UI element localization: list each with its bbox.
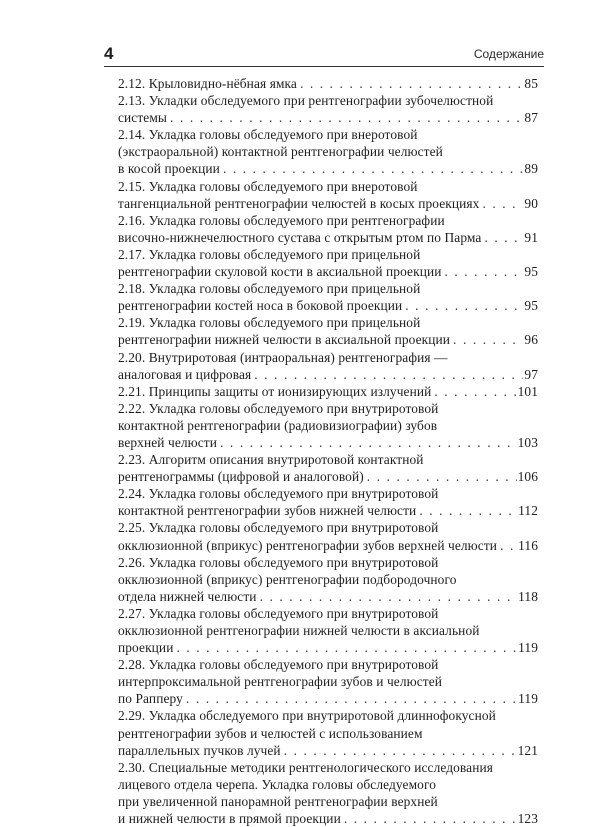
toc-entry-text: 2.19. Укладка головы обследуемого при прицельной [118, 315, 421, 331]
toc-entry-line [118, 451, 538, 468]
toc-entry-text: 2.15. Укладка головы обследуемого при внеротовой [118, 178, 418, 194]
toc-entry-text: 2.21. Принципы защиты от ионизирующих излучений [118, 383, 432, 399]
toc-entry-line [118, 109, 538, 126]
toc-entry-line [118, 639, 538, 656]
toc-entry-line [118, 554, 538, 571]
toc-entry-line [118, 160, 538, 177]
toc-entry-line [118, 280, 538, 297]
toc-entry-text: системы [118, 110, 168, 126]
toc-page-number: 101 [517, 383, 538, 399]
toc-entry-line [118, 690, 538, 707]
toc-entry-text: (экстраоральной) контактной рентгенографии челюстей [118, 144, 443, 160]
header-rule [104, 66, 544, 67]
toc-entry-line [118, 707, 538, 724]
toc-entry-text: аналоговая и цифровая [118, 366, 252, 382]
toc-entry[interactable] [118, 75, 538, 92]
toc-dot-leader [254, 366, 523, 383]
toc-dot-leader [260, 588, 518, 605]
toc-page-number: 106 [517, 469, 538, 485]
toc-entry-text: окклюзионной рентгенографии нижней челюсти в аксиальной [118, 623, 480, 638]
toc-entry-text: 2.16. Укладка головы обследуемого при рентгенографии [118, 212, 445, 228]
toc-entry-text: 2.22. Укладка головы обследуемого при внутриротовой [118, 400, 439, 416]
toc-entry[interactable] [118, 451, 538, 485]
toc-dot-leader [453, 331, 523, 348]
toc-entry-line [118, 75, 538, 92]
toc-entry-text: 2.25. Укладка головы обследуемого при внутриротовой [118, 520, 439, 536]
toc-dot-leader [170, 109, 523, 126]
toc-entry-text: отдела нижней челюсти [118, 588, 257, 604]
toc-entry-text: 2.24. Укладка головы обследуемого при внутриротовой [118, 486, 439, 502]
toc-entry[interactable] [118, 280, 538, 314]
toc-entry[interactable] [118, 383, 538, 400]
toc-entry-line [118, 759, 538, 776]
table-of-contents [118, 75, 538, 827]
toc-page-number: 119 [518, 640, 538, 656]
running-header-section: Содержание [473, 47, 544, 61]
toc-dot-leader [434, 383, 516, 400]
toc-entry-line [118, 537, 538, 554]
toc-page-number: 119 [518, 691, 538, 707]
toc-dot-leader [445, 263, 524, 280]
toc-entry-text: в косой проекции [118, 161, 220, 177]
toc-page-number: 95 [524, 298, 538, 314]
toc-entry-text: 2.12. Крыловидно-нёбная ямка [118, 76, 297, 91]
toc-entry-text: окклюзионной (вприкус) рентгенографии подбородочного [118, 571, 457, 587]
toc-entry-text: и нижней челюсти в прямой проекции [118, 811, 341, 827]
toc-dot-leader [223, 160, 523, 177]
toc-entry-text: 2.28. Укладка головы обследуемого при внутриротовой [118, 657, 439, 673]
toc-entry[interactable] [118, 656, 538, 707]
toc-entry-line [118, 126, 538, 143]
toc-entry-text: 2.27. Укладка головы обследуемого при внутриротовой [118, 605, 439, 621]
toc-entry[interactable] [118, 126, 538, 177]
toc-entry-line [118, 297, 538, 314]
page-header [104, 44, 544, 68]
toc-entry-text: верхней челюсти [118, 434, 218, 450]
toc-entry-line [118, 793, 538, 810]
toc-entry-line [118, 143, 538, 160]
toc-entry-line [118, 229, 538, 246]
toc-entry[interactable] [118, 246, 538, 280]
toc-entry[interactable] [118, 212, 538, 246]
toc-entry-line [118, 434, 538, 451]
toc-entry-text: 2.14. Укладка головы обследуемого при внеротовой [118, 127, 418, 143]
toc-entry-text: тангенциальной рентгенографии челюстей в косых проекциях [118, 195, 480, 211]
toc-entry-line [118, 519, 538, 536]
toc-page-number: 118 [518, 588, 538, 604]
toc-entry[interactable] [118, 759, 538, 827]
toc-dot-leader [186, 690, 517, 707]
toc-entry-text: лицевого отдела черепа. Укладка головы обследуемого [118, 776, 436, 792]
toc-dot-leader [405, 297, 523, 314]
toc-entry-line [118, 571, 538, 588]
page-number: 4 [104, 44, 114, 63]
toc-entry-line [118, 776, 538, 793]
toc-entry-line [118, 246, 538, 263]
toc-entry-text: 2.17. Укладка головы обследуемого при прицельной [118, 246, 421, 262]
toc-page-number: 97 [524, 366, 538, 382]
toc-entry-line [118, 485, 538, 502]
toc-entry-line [118, 417, 538, 434]
toc-entry-line [118, 810, 538, 827]
toc-entry-text: рентгенографии зубов и челюстей с использованием [118, 725, 423, 741]
toc-entry-text: 2.18. Укладка головы обследуемого при прицельной [118, 281, 421, 297]
toc-entry[interactable] [118, 400, 538, 451]
toc-entry-line [118, 178, 538, 195]
toc-entry-text: рентгенографии скуловой кости в аксиальной проекции [118, 264, 442, 280]
toc-page-number: 112 [518, 503, 538, 519]
toc-entry-line [118, 622, 538, 639]
toc-page-number: 96 [524, 332, 538, 348]
toc-dot-leader [300, 75, 523, 92]
toc-entry-line [118, 588, 538, 605]
toc-entry-text: контактной рентгенографии зубов нижней челюсти [118, 503, 417, 519]
toc-entry[interactable] [118, 554, 538, 605]
toc-entry-line [118, 331, 538, 348]
toc-entry-line [118, 212, 538, 229]
toc-entry-line [118, 742, 538, 759]
toc-entry[interactable] [118, 605, 538, 656]
toc-page-number: 90 [524, 195, 538, 211]
toc-entry-text: височно-нижнечелюстного сустава с открытым ртом по Парма [118, 229, 482, 245]
toc-page-number: 116 [518, 537, 538, 553]
toc-entry-text: рентгенографии нижней челюсти в аксиальной проекции [118, 332, 451, 348]
toc-entry-text: при увеличенной панорамной рентгенографии верхней [118, 793, 438, 809]
toc-entry-line [118, 366, 538, 383]
toc-entry-line [118, 656, 538, 673]
toc-entry-line [118, 502, 538, 519]
toc-dot-leader [220, 434, 517, 451]
toc-entry-line [118, 468, 538, 485]
toc-entry[interactable] [118, 707, 538, 758]
toc-dot-leader [344, 810, 517, 827]
toc-entry-text: рентгенограммы (цифровой и аналоговой) [118, 469, 364, 485]
toc-page-number: 123 [517, 811, 538, 827]
toc-entry-text: интерпроксимальной рентгенографии зубов и челюстей [118, 674, 443, 690]
toc-page-number: 121 [517, 742, 538, 758]
toc-entry-text: 2.20. Внутриротовая (интраоральная) рентгенография — [118, 349, 448, 365]
toc-entry-text: по Рапперу [118, 691, 183, 707]
toc-entry[interactable] [118, 485, 538, 519]
toc-page-number: 103 [517, 434, 538, 450]
toc-entry-line [118, 383, 538, 400]
toc-page-number: 95 [524, 264, 538, 280]
toc-entry[interactable] [118, 349, 538, 383]
toc-entry-line [118, 605, 538, 622]
toc-dot-leader [484, 229, 523, 246]
toc-entry-text: параллельных пучков лучей [118, 742, 281, 758]
toc-entry-line [118, 92, 538, 109]
toc-entry-line [118, 314, 538, 331]
toc-entry-text: рентгенографии костей носа в боковой проекции [118, 298, 403, 314]
toc-dot-leader [419, 502, 517, 519]
toc-page-number: 87 [524, 110, 538, 126]
toc-entry-text: окклюзионной (вприкус) рентгенографии зубов верхней челюсти [118, 537, 498, 553]
toc-page-number: 91 [524, 229, 538, 245]
toc-dot-leader [367, 468, 517, 485]
toc-entry[interactable] [118, 519, 538, 553]
toc-dot-leader [284, 742, 517, 759]
toc-entry-line [118, 673, 538, 690]
toc-entry-text: 2.26. Укладка головы обследуемого при внутриротовой [118, 554, 439, 570]
toc-entry[interactable] [118, 178, 538, 212]
toc-entry-text: 2.23. Алгоритм описания внутриротовой контактной [118, 452, 424, 468]
toc-entry-line [118, 349, 538, 366]
toc-entry-line [118, 725, 538, 742]
toc-dot-leader [500, 537, 517, 554]
toc-entry-text: 2.30. Специальные методики рентгенологического исследования [118, 759, 494, 775]
toc-page-number: 89 [524, 161, 538, 177]
toc-entry-text: проекции [118, 640, 174, 656]
toc-entry-line [118, 400, 538, 417]
toc-dot-leader [482, 195, 523, 212]
toc-dot-leader [176, 639, 517, 656]
toc-page-number: 85 [524, 76, 538, 91]
toc-entry-text: 2.29. Укладка обследуемого при внутриротовой длиннофокусной [118, 708, 496, 724]
toc-entry[interactable] [118, 92, 538, 126]
toc-entry-line [118, 263, 538, 280]
toc-entry[interactable] [118, 314, 538, 348]
toc-entry-line [118, 195, 538, 212]
toc-entry-text: контактной рентгенографии (радиовизиографии) зубов [118, 417, 438, 433]
toc-entry-text: 2.13. Укладки обследуемого при рентгенографии зубочелюстной [118, 93, 494, 109]
